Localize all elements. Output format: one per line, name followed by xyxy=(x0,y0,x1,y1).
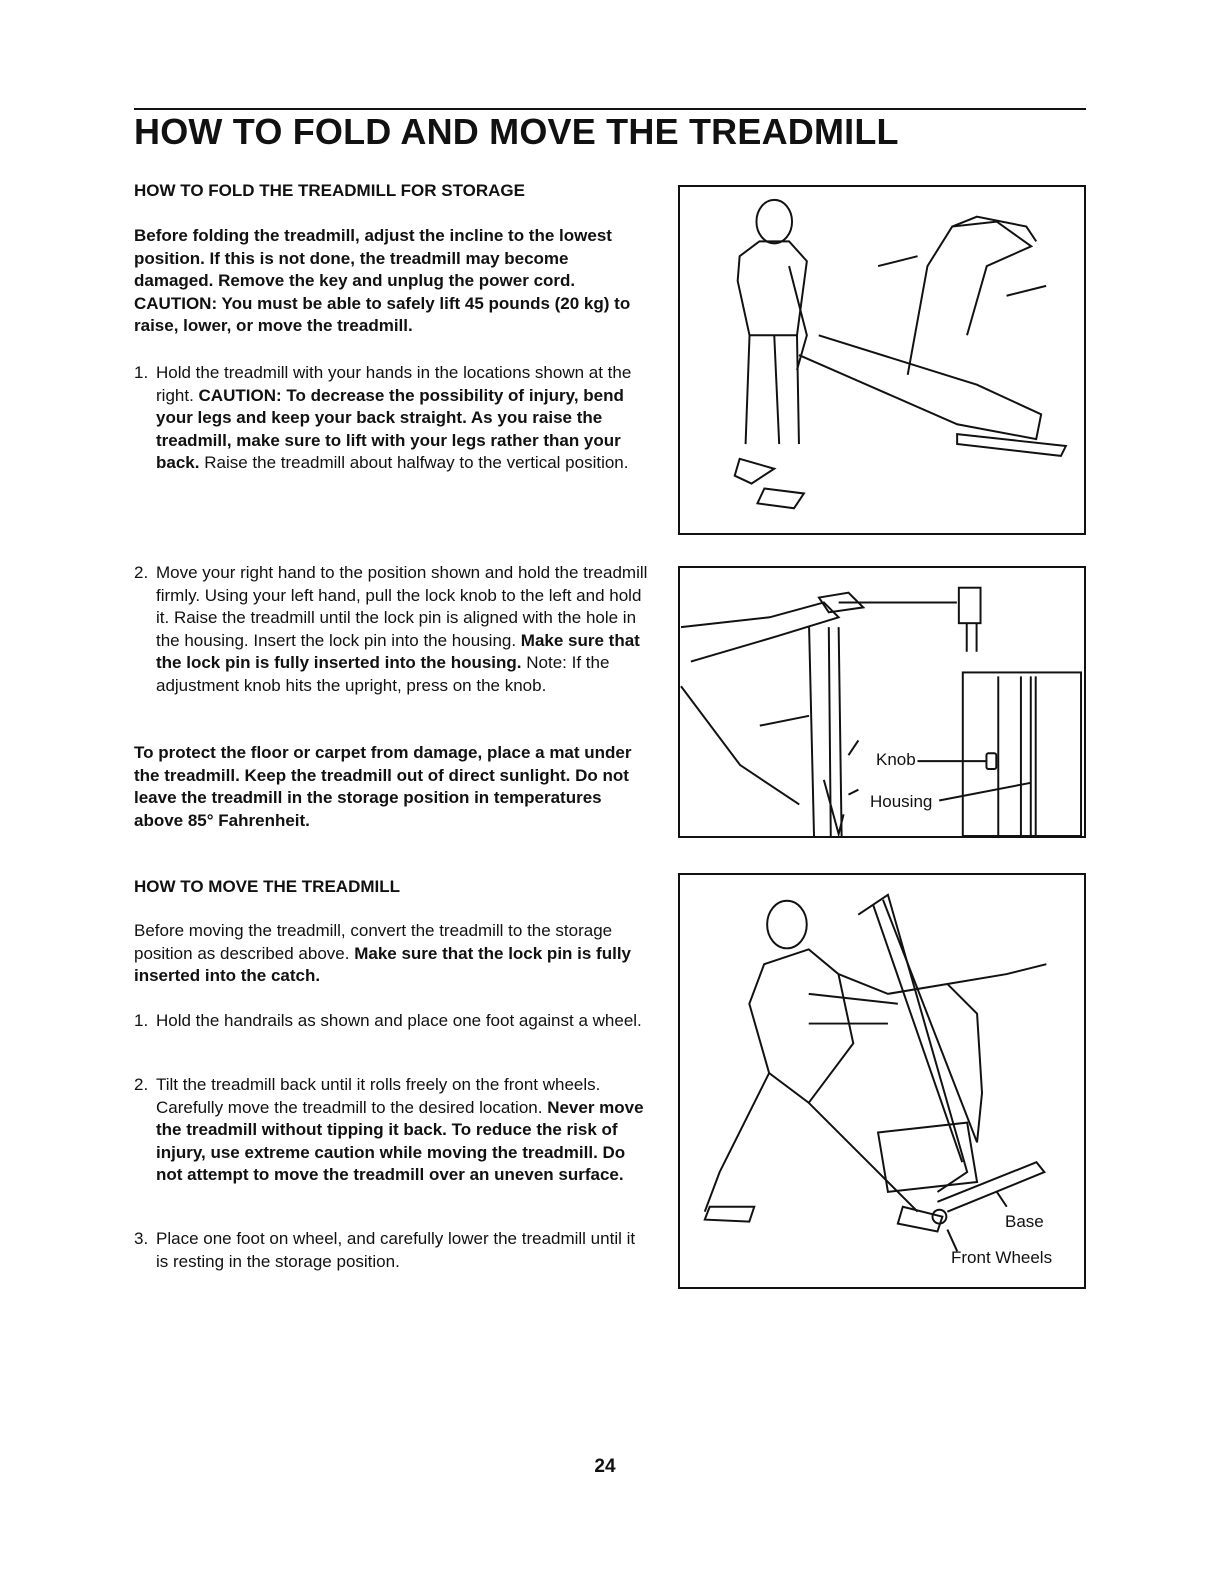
move-intro xyxy=(134,920,650,988)
fold-section xyxy=(134,180,650,203)
figure-move-treadmill xyxy=(678,873,1086,1289)
move-intro-text xyxy=(134,920,650,988)
fold-warning xyxy=(134,225,650,338)
figure-lift-treadmill xyxy=(678,185,1086,535)
fold-step-2 xyxy=(134,562,650,698)
protect-note xyxy=(134,742,650,832)
move-heading: HOW TO MOVE THE TREADMILL xyxy=(134,877,401,896)
step-number: 2. xyxy=(134,1075,149,1094)
step-text xyxy=(156,562,650,698)
base-label: Base xyxy=(1005,1212,1044,1231)
title-rule xyxy=(134,108,1086,110)
step-text-normal: Raise the treadmill about halfway to the vertical position. xyxy=(199,453,629,473)
page-number: 24 xyxy=(594,1456,616,1477)
protect-note-text: To protect the floor or carpet from damage, place a mat under the treadmill. Keep the treadmill out of direct sunlight. Do not leave the treadmill in the storage position in temperatures above 85° Fahrenheit. xyxy=(134,743,632,830)
step-text xyxy=(156,362,650,475)
step-text-bold: Never move the treadmill without tipping it back. To reduce the risk of injury, use extreme caution while moving the treadmill. Do not attempt to move the treadmill over an uneven surface. xyxy=(156,1097,644,1185)
fold-step-1 xyxy=(134,362,650,475)
step-number: 2. xyxy=(134,563,149,582)
front-wheels-label: Front Wheels xyxy=(951,1248,1053,1267)
move-step-3 xyxy=(134,1228,650,1273)
step-text: Place one foot on wheel, and carefully lower the treadmill until it is resting in the storage position. xyxy=(156,1229,636,1271)
step-text-bold: Make sure that the lock pin is fully inserted into the housing. xyxy=(156,630,640,673)
figure-lock-pin xyxy=(678,566,1086,838)
intro-normal: Before moving the treadmill, convert the treadmill to the storage position as described above. xyxy=(134,921,613,963)
step-text xyxy=(156,1074,650,1187)
step-text-normal: Move your right hand to the position shown and hold the treadmill firmly. Using your left hand, pull the lock knob to the left and hold it. Raise the treadmill until the lock pin is aligned with the hole in the housing. Insert the lock pin into the housing. xyxy=(156,563,648,650)
step-text-normal: Tilt the treadmill back until it rolls freely on the front wheels. Carefully move the treadmill to the desired location. xyxy=(156,1075,601,1117)
housing-label: Housing xyxy=(870,792,933,811)
step-number: 1. xyxy=(134,1011,149,1030)
fold-warning-text: Before folding the treadmill, adjust the incline to the lowest position. If this is not done, the treadmill may become damaged. Remove the key and unplug the power cord. CAUTION: You must be able to safely lift 45 pounds (20 kg) to raise, lower, or move the treadmill. xyxy=(134,226,631,336)
step-number: 3. xyxy=(134,1229,149,1248)
step-text-normal: Note: If the adjustment knob hits the upright, press on the knob. xyxy=(156,653,610,695)
knob-label: Knob xyxy=(876,750,916,769)
step-text: Hold the handrails as shown and place one foot against a wheel. xyxy=(156,1011,642,1030)
move-section xyxy=(134,876,650,899)
move-step-1 xyxy=(134,1010,650,1033)
step-text-caution: CAUTION: To decrease the possibility of injury, bend your legs and keep your back straight. As you raise the treadmill, make sure to lift with your legs rather than your back. xyxy=(156,385,624,473)
move-step-2 xyxy=(134,1074,650,1187)
step-text-normal: Hold the treadmill with your hands in the locations shown at the right. xyxy=(156,363,632,405)
page-title: HOW TO FOLD AND MOVE THE TREADMILL xyxy=(134,111,899,152)
lift-illustration xyxy=(680,187,1084,533)
fold-heading: HOW TO FOLD THE TREADMILL FOR STORAGE xyxy=(134,181,525,200)
intro-bold: Make sure that the lock pin is fully inserted into the catch. xyxy=(134,943,631,986)
step-number: 1. xyxy=(134,363,149,382)
